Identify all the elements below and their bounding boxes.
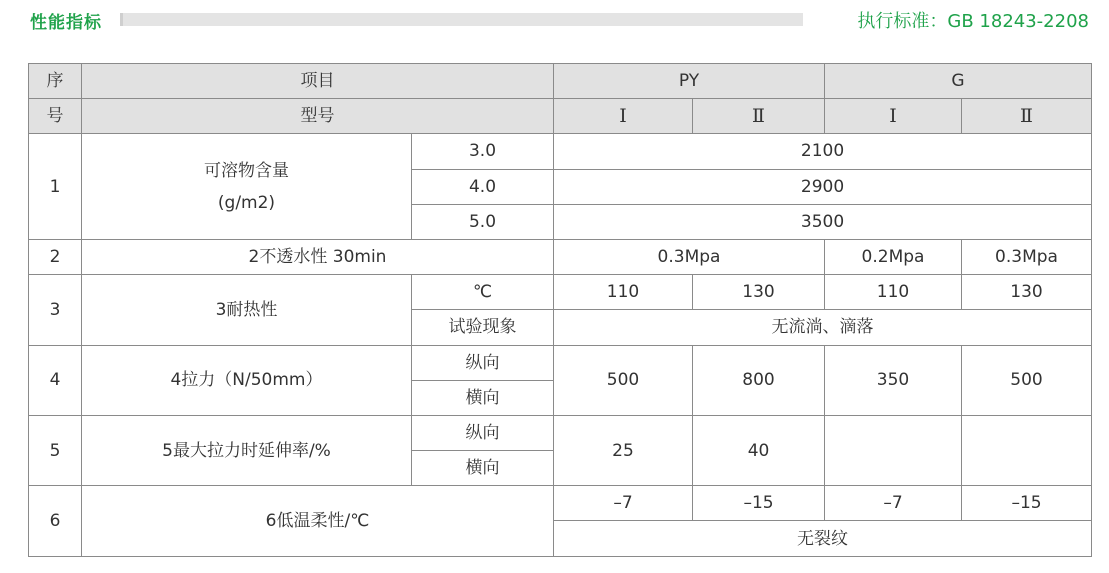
table-row: [29, 415, 1092, 450]
value-cell: 0.3Mpa: [554, 239, 825, 274]
sub-label: 横向: [412, 451, 554, 486]
item-name: [82, 134, 412, 240]
thickness-cell: 4.0: [412, 169, 554, 204]
thickness-cell: 3.0: [412, 134, 554, 169]
table-row: [29, 345, 1092, 380]
standard-label: 执行标准：GB 18243-2208: [857, 11, 1089, 32]
value-cell: –15: [962, 486, 1092, 521]
row-number: 4: [29, 345, 82, 415]
empty-cell: [825, 415, 962, 485]
value-cell: –15: [693, 486, 825, 521]
value-cell: 无流淌、滴落: [554, 310, 1092, 345]
value-cell: 2100: [554, 134, 1092, 169]
value-cell: 130: [962, 275, 1092, 310]
row-number: 1: [29, 134, 82, 240]
value-cell: 3500: [554, 204, 1092, 239]
sub-label: ℃: [412, 275, 554, 310]
value-cell: –7: [554, 486, 693, 521]
thickness-cell: 5.0: [412, 204, 554, 239]
header-py-i: Ⅰ: [554, 99, 693, 134]
sub-label: 纵向: [412, 415, 554, 450]
table-row: [29, 64, 1092, 99]
header-seq-bottom: 号: [29, 99, 82, 134]
header-py: PY: [554, 64, 825, 99]
value-cell: 500: [962, 345, 1092, 415]
value-cell: 110: [825, 275, 962, 310]
value-cell: 500: [554, 345, 693, 415]
header-g-i: Ⅰ: [825, 99, 962, 134]
table-row: [29, 134, 1092, 169]
table-row: [29, 486, 1092, 521]
value-cell: 800: [693, 345, 825, 415]
value-cell: 0.3Mpa: [962, 239, 1092, 274]
title-divider-bar: [120, 13, 803, 26]
row-number: 3: [29, 275, 82, 345]
row-number: 6: [29, 486, 82, 556]
item-name-line1: 可溶物含量: [204, 160, 289, 181]
item-name: 5最大拉力时延伸率/%: [82, 415, 412, 485]
table-row: [29, 239, 1092, 274]
item-name: 2不透水性 30min: [82, 239, 554, 274]
value-cell: 无裂纹: [554, 521, 1092, 556]
value-cell: 110: [554, 275, 693, 310]
value-cell: 0.2Mpa: [825, 239, 962, 274]
row-number: 2: [29, 239, 82, 274]
header-seq-top: 序: [29, 64, 82, 99]
performance-table: [28, 63, 1092, 557]
row-number: 5: [29, 415, 82, 485]
sub-label: 纵向: [412, 345, 554, 380]
empty-cell: [962, 415, 1092, 485]
value-cell: 25: [554, 415, 693, 485]
item-name: 3耐热性: [82, 275, 412, 345]
table-row: [29, 275, 1092, 310]
header-py-ii: Ⅱ: [693, 99, 825, 134]
value-cell: 130: [693, 275, 825, 310]
value-cell: –7: [825, 486, 962, 521]
header-g: G: [825, 64, 1092, 99]
value-cell: 350: [825, 345, 962, 415]
header-item: 项目: [82, 64, 554, 99]
sub-label: 横向: [412, 380, 554, 415]
item-name-line2: (g/m2): [217, 192, 276, 213]
value-cell: 2900: [554, 169, 1092, 204]
sub-label: 试验现象: [412, 310, 554, 345]
table-row: [29, 99, 1092, 134]
section-title: 性能指标: [30, 13, 102, 33]
value-cell: 40: [693, 415, 825, 485]
header-g-ii: Ⅱ: [962, 99, 1092, 134]
item-name: 6低温柔性/℃: [82, 486, 554, 556]
header-model: 型号: [82, 99, 554, 134]
item-name: 4拉力（N/50mm）: [82, 345, 412, 415]
